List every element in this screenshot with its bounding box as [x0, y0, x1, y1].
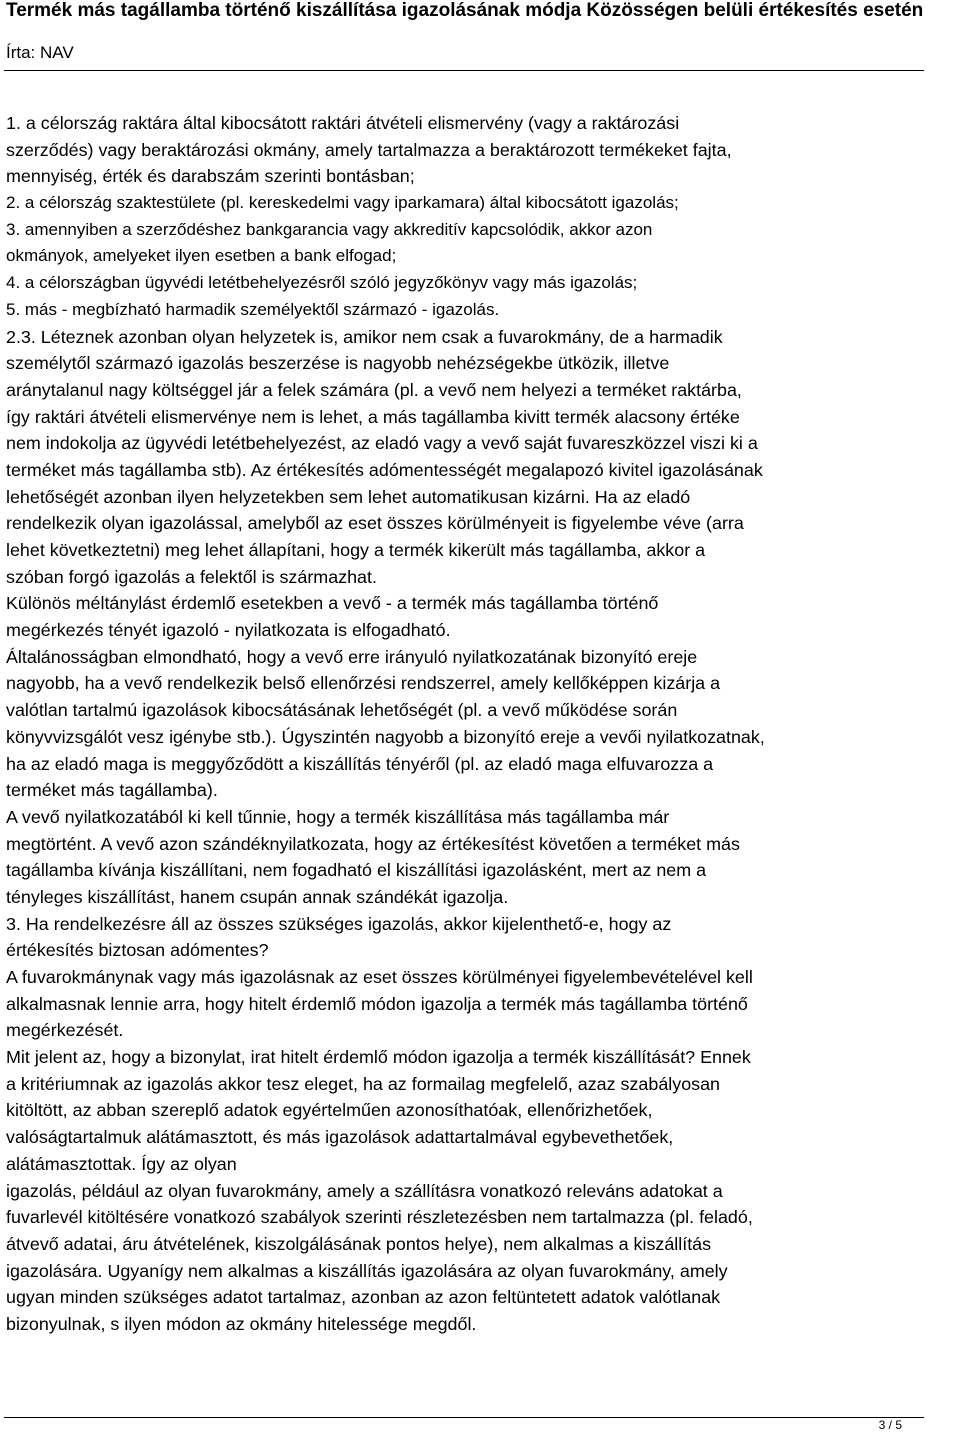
body-text-line: ugyan minden szükséges adatot tartalmaz, azonban az azon feltüntetett adatok valótlanak	[6, 1287, 721, 1308]
body-text-line: 5. más - megbízható harmadik személyektől származó - igazolás.	[6, 299, 500, 319]
page-number: 3 / 5	[878, 1418, 902, 1432]
body-text-line: mennyiség, érték és darabszám szerinti bontásban;	[6, 166, 415, 187]
body-text-line: értékesítés biztosan adómentes?	[6, 940, 269, 961]
body-text-line: 2.3. Léteznek azonban olyan helyzetek is, amikor nem csak a fuvarokmány, de a harmadik	[6, 326, 723, 347]
body-text-line: szerződés) vagy beraktározási okmány, amely tartalmazza a beraktározott termékeket fajta,	[6, 139, 732, 160]
body-text-line: Általánosságban elmondható, hogy a vevő erre irányuló nyilatkozatának bizonyító ereje	[6, 646, 698, 667]
body-text-line: tényleges kiszállítást, hanem csupán annak szándékát igazolja.	[6, 886, 509, 907]
body-text-line: valótlan tartalmú igazolások kibocsátásának lehetőségét (pl. a vevő működése során	[6, 700, 678, 721]
body-text-line: alátámasztottak. Így az olyan	[6, 1153, 237, 1174]
body-text-line: megtörtént. A vevő azon szándéknyilatkozata, hogy az értékesítést követően a terméket más	[6, 833, 740, 854]
body-text-line: így raktári átvételi elismervénye nem is lehet, a más tagállamba kivitt termék alacsony értéke	[6, 406, 740, 427]
body-text-line: rendelkezik olyan igazolással, amelyből az eset összes körülményeit is figyelembe véve (arra	[6, 513, 744, 534]
body-text-line: fuvarlevél kitöltésére vonatkozó szabályok szerinti részletezésben nem tartalmazza (pl. feladó,	[6, 1207, 753, 1228]
body-text-line: ha az eladó maga is meggyőződött a kiszállítás tényéről (pl. az eladó maga elfuvarozza a	[6, 753, 714, 774]
body-text-line: A vevő nyilatkozatából ki kell tűnnie, hogy a termék kiszállítása más tagállamba már	[6, 806, 670, 827]
body-text-line: 4. a célországban ügyvédi letétbehelyezésről szóló jegyzőkönyv vagy más igazolás;	[6, 273, 638, 293]
document-body	[6, 110, 926, 1338]
body-text-line: okmányok, amelyeket ilyen esetben a bank elfogad;	[6, 246, 397, 266]
body-text-line: személytől származó igazolás beszerzése is nagyobb nehézségekbe ütközik, illetve	[6, 353, 670, 374]
body-text-line: szóban forgó igazolás a felektől is származhat.	[6, 566, 377, 587]
body-text-line: lehet következtetni) meg lehet állapítani, hogy a termék kikerült más tagállamba, akkor a	[6, 540, 706, 560]
body-text-line: lehetőségét azonban ilyen helyzetekben sem lehet automatikusan kizárni. Ha az eladó	[6, 486, 691, 507]
body-text-line: könyvvizsgálót vesz igénybe stb.). Úgyszintén nagyobb a bizonyító ereje a vevői nyilatkozatnak,	[6, 726, 765, 747]
body-text-line: Mit jelent az, hogy a bizonylat, irat hitelt érdemlő módon igazolja a termék kiszállítását? Ennek	[6, 1047, 751, 1068]
body-text-line: terméket más tagállamba).	[6, 780, 218, 801]
body-text-line: 2. a célország szaktestülete (pl. kereskedelmi vagy iparkamara) által kibocsátott igazolás;	[6, 193, 679, 213]
body-text-line: átvevő adatai, áru átvételének, kiszolgálásának pontos helye), nem alkalmas a kiszállítás	[6, 1233, 712, 1254]
body-text-line: Különös méltánylást érdemlő esetekben a vevő - a termék más tagállamba történő	[6, 593, 659, 614]
body-text-line: bizonyulnak, s ilyen módon az okmány hitelessége megdől.	[6, 1313, 477, 1334]
body-text-line: igazolására. Ugyanígy nem alkalmas a kiszállítás igazolására az olyan fuvarokmány, amely	[6, 1260, 728, 1281]
body-text-line: kitöltött, az abban szereplő adatok egyértelműen azonosíthatóak, ellenőrizhetőek,	[6, 1100, 653, 1121]
body-text-line: 3. Ha rendelkezésre áll az összes szükséges igazolás, akkor kijelenthető-e, hogy az	[6, 913, 672, 934]
body-text-line: nagyobb, ha a vevő rendelkezik belső ellenőrzési rendszerrel, amely kellőképpen kizárja a	[6, 673, 721, 694]
document-title: Termék más tagállamba történő kiszállítása igazolásának módja Közösségen belüli értékesítés esetén	[6, 0, 924, 21]
body-text-line: aránytalanul nagy költséggel jár a felek számára (pl. a vevő nem helyezi a terméket raktárba,	[6, 379, 742, 400]
body-text-line: nem indokolja az ügyvédi letétbehelyezést, az eladó vagy a vevő saját fuvareszközzel viszi ki a	[6, 433, 758, 454]
body-text-line: tagállamba kívánja kiszállítani, nem fogadható el kiszállítási igazolásként, mert az nem a	[6, 860, 707, 881]
body-text-line: valóságtartalmuk alátámasztott, és más igazolások adattartalmával egybevethetőek,	[6, 1127, 674, 1148]
body-text-line: 3. amennyiben a szerződéshez bankgarancia vagy akkreditív kapcsolódik, akkor azon	[6, 219, 653, 239]
body-text-line: terméket más tagállamba stb). Az értékesítés adómentességét megalapozó kivitel igazolásának	[6, 459, 763, 480]
body-text-line: megérkezését.	[6, 1020, 124, 1041]
body-text-line: A fuvarokmánynak vagy más igazolásnak az eset összes körülményei figyelembevételével kell	[6, 967, 753, 987]
body-text-line: a kritériumnak az igazolás akkor tesz eleget, ha az formailag megfelelő, azaz szabályosan	[6, 1073, 721, 1094]
body-text-line: megérkezés tényét igazoló - nyilatkozata is elfogadható.	[6, 620, 451, 641]
body-text-line: alkalmasnak lennie arra, hogy hitelt érdemlő módon igazolja a termék más tagállamba történő	[6, 993, 748, 1014]
footer-divider	[4, 1417, 924, 1418]
body-text-line: igazolás, például az olyan fuvarokmány, amely a szállításra vonatkozó releváns adatokat a	[6, 1180, 723, 1201]
author-line: Írta: NAV	[6, 43, 74, 62]
header-divider	[4, 70, 924, 71]
body-text-line: 1. a célország raktára által kibocsátott raktári átvételi elismervény (vagy a raktározási	[6, 113, 680, 133]
